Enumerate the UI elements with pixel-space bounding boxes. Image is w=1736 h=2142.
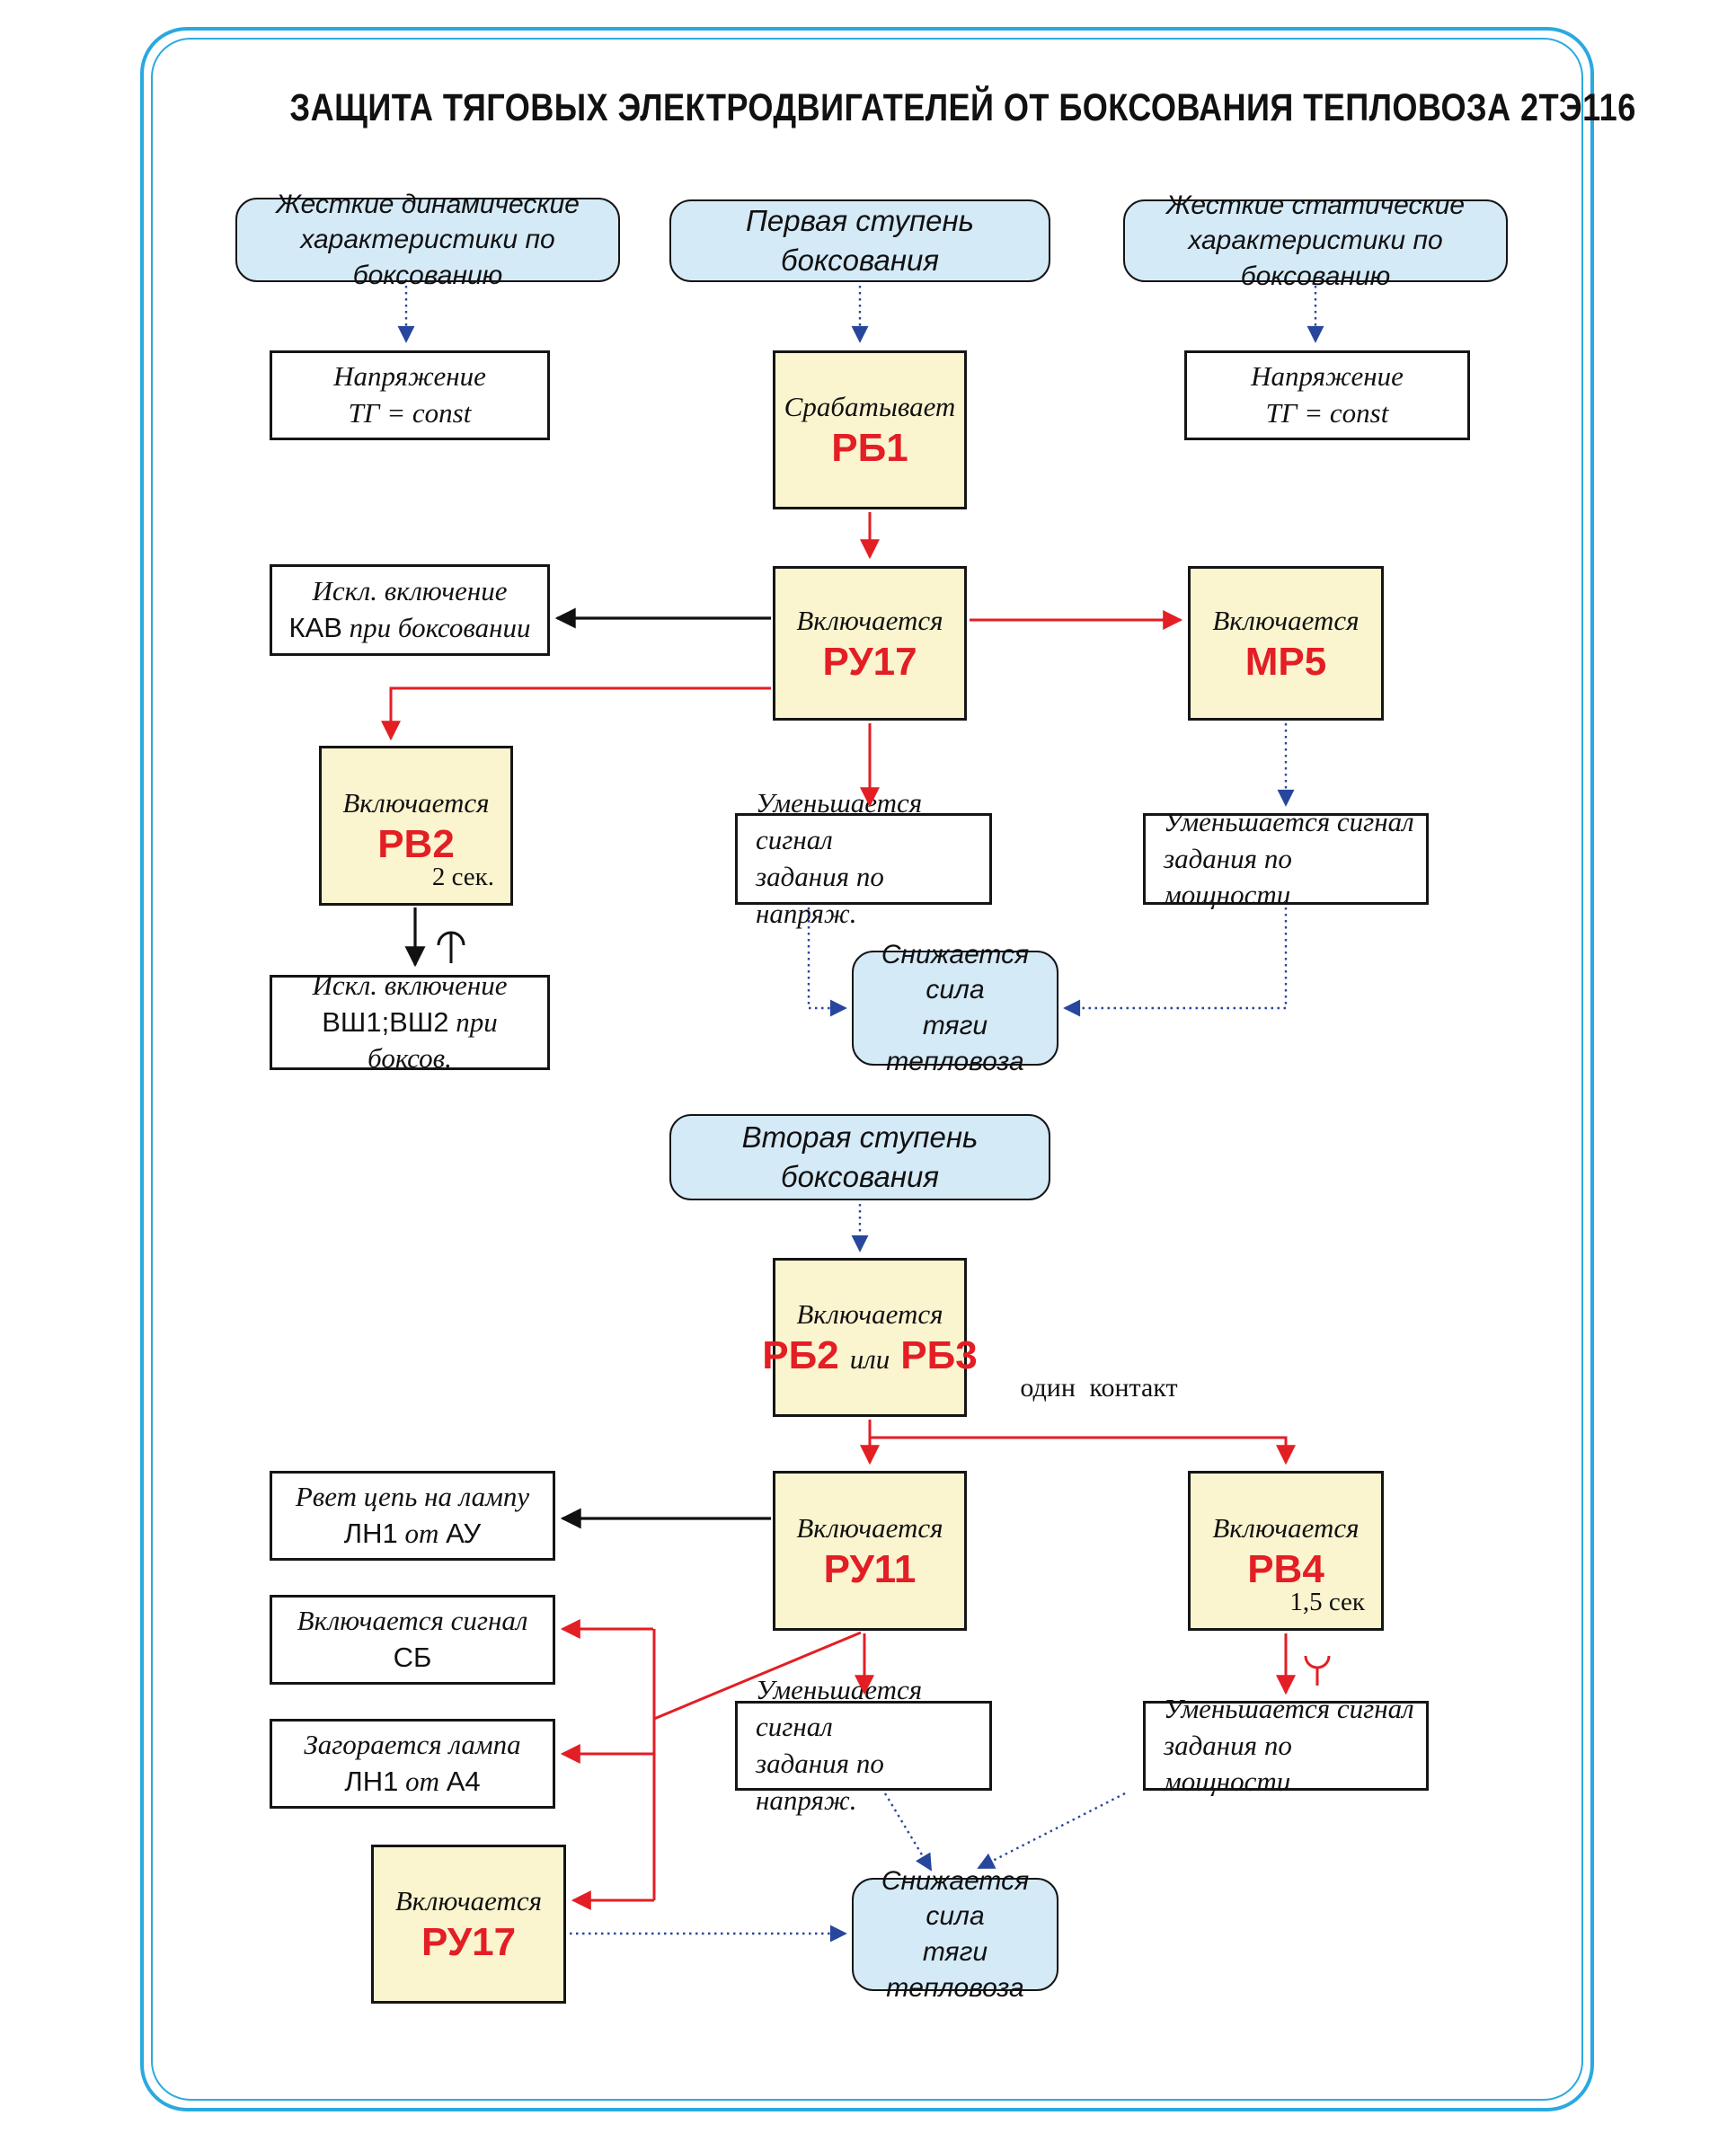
node-traction-force-decrease-1 [852, 939, 1058, 1076]
relay-name-ru11: РУ11 [823, 1546, 917, 1591]
node-mr5-activates [1188, 566, 1384, 721]
node-hard-dynamic-characteristics [235, 189, 620, 290]
node-text-line: Жесткие статические [1165, 190, 1466, 220]
node-voltage-signal-decrease-2 [735, 1674, 992, 1816]
node-text-line: тяги тепловоза [886, 1937, 1024, 2003]
node-text-line: Напряжение [1251, 360, 1404, 393]
node-sb-signal-activates [270, 1595, 555, 1685]
node-tg-voltage-const-left [270, 350, 550, 440]
node-action-label: Включается [342, 786, 490, 819]
node-tg-voltage-const-right [1184, 350, 1470, 440]
device-ref-sb: СБ [393, 1642, 432, 1673]
node-text-line [279, 1005, 540, 1078]
node-action-label: Включается [796, 604, 943, 636]
node-action-label: Включается [1212, 604, 1360, 636]
node-text-line: Рвет цепь на лампу [295, 1481, 530, 1513]
node-action-label: Включается [796, 1298, 943, 1331]
node-voltage-signal-decrease-1 [735, 787, 992, 929]
relay-name-ru17: РУ17 [822, 639, 917, 684]
relay-name-ru17: РУ17 [421, 1920, 517, 1965]
node-text-line: Снижается сила [881, 1865, 1030, 1932]
node-traction-force-decrease-2 [852, 1865, 1058, 2003]
node-text-line: характеристики по боксованию [300, 225, 555, 290]
node-text-line: Уменьшается сигнал [1164, 805, 1414, 837]
node-second-slip-stage [669, 1114, 1050, 1200]
node-kav-exclusion [270, 564, 550, 656]
node-vsh-exclusion [270, 969, 550, 1075]
node-text-line [344, 1764, 480, 1801]
node-text-segment: от [398, 1766, 447, 1797]
node-text-line: Включается сигнал [297, 1605, 528, 1637]
node-text-line: Вторая ступень боксования [741, 1120, 979, 1193]
node-ru17-activates [773, 566, 967, 721]
node-text-line: Искл. включение [312, 575, 508, 607]
node-ru11-activates [773, 1471, 967, 1631]
node-rv2-activates [319, 746, 513, 906]
device-ref-vsh: ВШ1;ВШ2 [322, 1005, 449, 1038]
node-text-line: Жесткие динамические [276, 189, 580, 219]
node-text-line: задания по напряж. [756, 861, 884, 929]
node-text-line [344, 1516, 481, 1553]
device-ref-kav: КАВ [288, 612, 342, 643]
node-text-line [288, 610, 530, 647]
node-ln1-au-lamp-circuit-break [270, 1471, 555, 1561]
node-hard-static-characteristics [1123, 190, 1508, 291]
relay-name-rb2: РБ2 [762, 1333, 839, 1377]
page-title: ЗАЩИТА ТЯГОВЫХ ЭЛЕКТРОДВИГАТЕЛЕЙ ОТ БОКСОВАНИЯ ТЕПЛОВОЗА 2ТЭ116 [289, 86, 1636, 129]
node-ru17-activates-2 [371, 1845, 566, 2004]
relay-name-rb3: РБ3 [900, 1333, 978, 1377]
node-text-line: ТГ = const [1265, 397, 1389, 429]
node-power-signal-decrease-1 [1143, 805, 1429, 911]
relay-name-rv4: РВ4 [1247, 1546, 1324, 1591]
time-delay-label: 2 сек. [431, 863, 494, 891]
node-text-line: Первая ступень боксования [745, 204, 975, 277]
relay-name-rb1: РБ1 [831, 426, 908, 471]
node-text-line: ТГ = const [348, 397, 472, 429]
node-text-line: Искл. включение [312, 969, 508, 1001]
time-delay-label: 1,5 сек [1289, 1588, 1365, 1616]
node-text-segment: при боксов. [368, 1005, 498, 1075]
node-text-line: Напряжение [333, 360, 486, 393]
relay-name-rv2: РВ2 [377, 821, 455, 866]
node-power-signal-decrease-2 [1143, 1692, 1429, 1798]
node-action-label: Включается [1212, 1511, 1360, 1544]
node-text-segment: от [397, 1518, 447, 1549]
node-text-segment: при боксовании [341, 612, 531, 643]
conjunction-label: или [849, 1343, 890, 1375]
node-text-line: Загорается лампа [304, 1729, 521, 1761]
device-ref-ln1: ЛН1 [343, 1518, 398, 1549]
node-rv4-activates [1188, 1471, 1384, 1631]
device-ref-au: АУ [446, 1518, 482, 1549]
device-ref-ln1: ЛН1 [344, 1766, 399, 1797]
node-text-line: Снижается сила [881, 939, 1030, 1005]
node-ln1-a4-lamp-on [270, 1719, 555, 1809]
node-text-line: задания по мощности [1164, 1729, 1292, 1798]
node-rb2-rb3-activates [762, 1258, 978, 1417]
node-rb1-triggers [773, 350, 967, 509]
device-ref-a4: А4 [446, 1766, 481, 1797]
node-first-slip-stage [669, 199, 1050, 282]
node-text-line: задания по мощности [1164, 842, 1292, 911]
one-contact-label: один контакт [1020, 1373, 1178, 1403]
node-text-line: Уменьшается сигнал [756, 787, 923, 856]
node-text-line: тяги тепловоза [886, 1011, 1024, 1076]
node-text-line: Уменьшается сигнал [1164, 1692, 1414, 1724]
node-action-label: Срабатывает [784, 391, 956, 423]
node-action-label: Включается [394, 1885, 543, 1917]
node-text-line: задания по напряж. [756, 1748, 884, 1816]
node-action-label: Включается [796, 1511, 943, 1544]
node-text-line: характеристики по боксованию [1188, 226, 1443, 291]
node-text-line: Уменьшается сигнал [756, 1674, 923, 1743]
relay-name-mr5: МР5 [1244, 639, 1327, 684]
